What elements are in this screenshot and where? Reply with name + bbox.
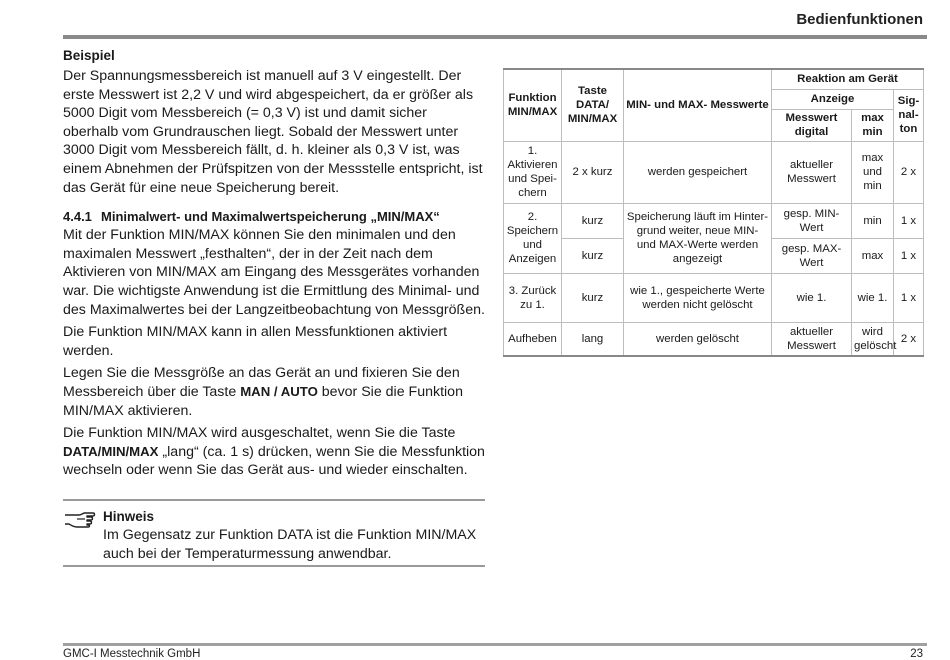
table-row [504,203,924,238]
cell-digital: gesp. MIN- Wert [772,203,852,238]
p3-text-start: Legen Sie die Messgröße an das Gerät an und fixieren Sie den Messbereich über die Taste [63,365,460,400]
section-title: Minimalwert- und Maximalwertspeicherung „MIN/MAX“ [101,209,440,225]
cell-messwerte: Speicherung läuft im Hinter- grund weiter, neue MIN- und MAX-Werte werden angezeigt [624,203,772,273]
cell-taste: 2 x kurz [562,141,624,203]
cell-messwerte: werden gelöscht [624,322,772,356]
section-paragraph-4 [63,424,485,480]
page-number: 23 [910,648,923,660]
min-max-function-table [503,68,924,357]
cell-signalton: 1 x [894,203,924,238]
p4-text-start: Die Funktion MIN/MAX wird ausgeschaltet, wenn Sie die Taste [63,425,456,442]
example-text: Der Spannungsmessbereich ist manuell auf 3 V eingestellt. Der erste Messwert ist 2,2 V und wird abgespeichert, da er größer als 5000 Digit vom Messbereich (= 0,3 V) ist und damit sicher oberhalb vom Grundrauschen liegt. Sobald der Messwert unter 3000 Digit vom Messbereich fällt, d. h. kleiner als 0,3 V ist, was einem Abnehmen der Prüfspitzen von der Messstelle entspricht, ist das Gerät für eine neue Speicherung bereit. [63,68,483,196]
cell-signalton: 1 x [894,273,924,322]
p3-text-end: bevor Sie die Funktion MIN/MAX aktivieren. [63,383,463,419]
cell-taste: kurz [562,273,624,322]
header-rule [63,35,927,39]
section-paragraph-2: Die Funktion MIN/MAX kann in allen Messfunktionen aktiviert werden. [63,324,448,359]
header-signalton: Sig- nal- ton [894,89,924,141]
main-text-column [63,48,485,484]
cell-taste: lang [562,322,624,356]
pointing-hand-icon [63,510,99,528]
cell-messwerte: wie 1., gespeicherte Werte werden nicht gelöscht [624,273,772,322]
cell-maxmin: wird gelöscht [852,322,894,356]
header-messwerte: MIN- und MAX- Messwerte [624,69,772,141]
cell-maxmin: max [852,238,894,273]
header-max-min: max min [852,109,894,141]
cell-signalton: 2 x [894,141,924,203]
cell-messwerte: werden gespeichert [624,141,772,203]
cell-digital: aktueller Messwert [772,322,852,356]
cell-taste: kurz [562,203,624,238]
header-taste: Taste DATA/ MIN/MAX [562,69,624,141]
header-funktion: Funktion MIN/MAX [504,69,562,141]
cell-digital: gesp. MAX- Wert [772,238,852,273]
example-title: Beispiel [63,48,115,63]
cell-funktion: 2. Speichern und Anzeigen [504,203,562,273]
header-reaktion: Reaktion am Gerät [772,69,924,89]
cell-funktion: Aufheben [504,322,562,356]
man-auto-key-label: MAN / AUTO [240,383,318,399]
cell-signalton: 1 x [894,238,924,273]
cell-signalton: 2 x [894,322,924,356]
cell-maxmin: max und min [852,141,894,203]
table-row [504,322,924,356]
footer-rule [63,643,927,646]
table-row [504,273,924,322]
header-anzeige: Anzeige [772,89,894,109]
p4-text-end: „lang“ (ca. 1 s) drücken, wenn Sie die Messfunktion wechseln oder wenn Sie das Gerät aus- und wieder einschalten. [63,443,485,479]
section-paragraph-1: Mit der Funktion MIN/MAX können Sie den minimalen und den maximalen Messwert „festhalten“, der in der Zeit nach dem Aktivieren von MIN/MAX am Eingang des Messgerätes vorhanden war. Die wichtigste Anwendung ist die Ermittlung des Minimal- und des Maximalwertes bei der Langzeitbeobachtung von Messgrößen. [63,227,485,318]
cell-funktion: 3. Zurück zu 1. [504,273,562,322]
note-rule-top [63,499,485,501]
section-heading [63,209,485,224]
table-row [504,141,924,203]
header-messwert-digital: Messwert digital [772,109,852,141]
cell-taste: kurz [562,238,624,273]
cell-digital: wie 1. [772,273,852,322]
note-title: Hinweis [103,509,155,524]
page-header-title: Bedienfunktionen [796,11,923,28]
cell-digital: aktueller Messwert [772,141,852,203]
cell-maxmin: wie 1. [852,273,894,322]
footer-company: GMC-I Messtechnik GmbH [63,648,201,660]
section-number: 4.4.1 [63,209,92,225]
note-text: Im Gegensatz zur Funktion DATA ist die Funktion MIN/MAX auch bei der Temperaturmessung anwendbar. [103,527,477,562]
note-rule-bottom [63,565,485,567]
cell-maxmin: min [852,203,894,238]
cell-funktion: 1. Aktivieren und Spei- chern [504,141,562,203]
section-paragraph-3 [63,364,485,420]
data-min-max-key-label: DATA/MIN/MAX [63,443,159,459]
